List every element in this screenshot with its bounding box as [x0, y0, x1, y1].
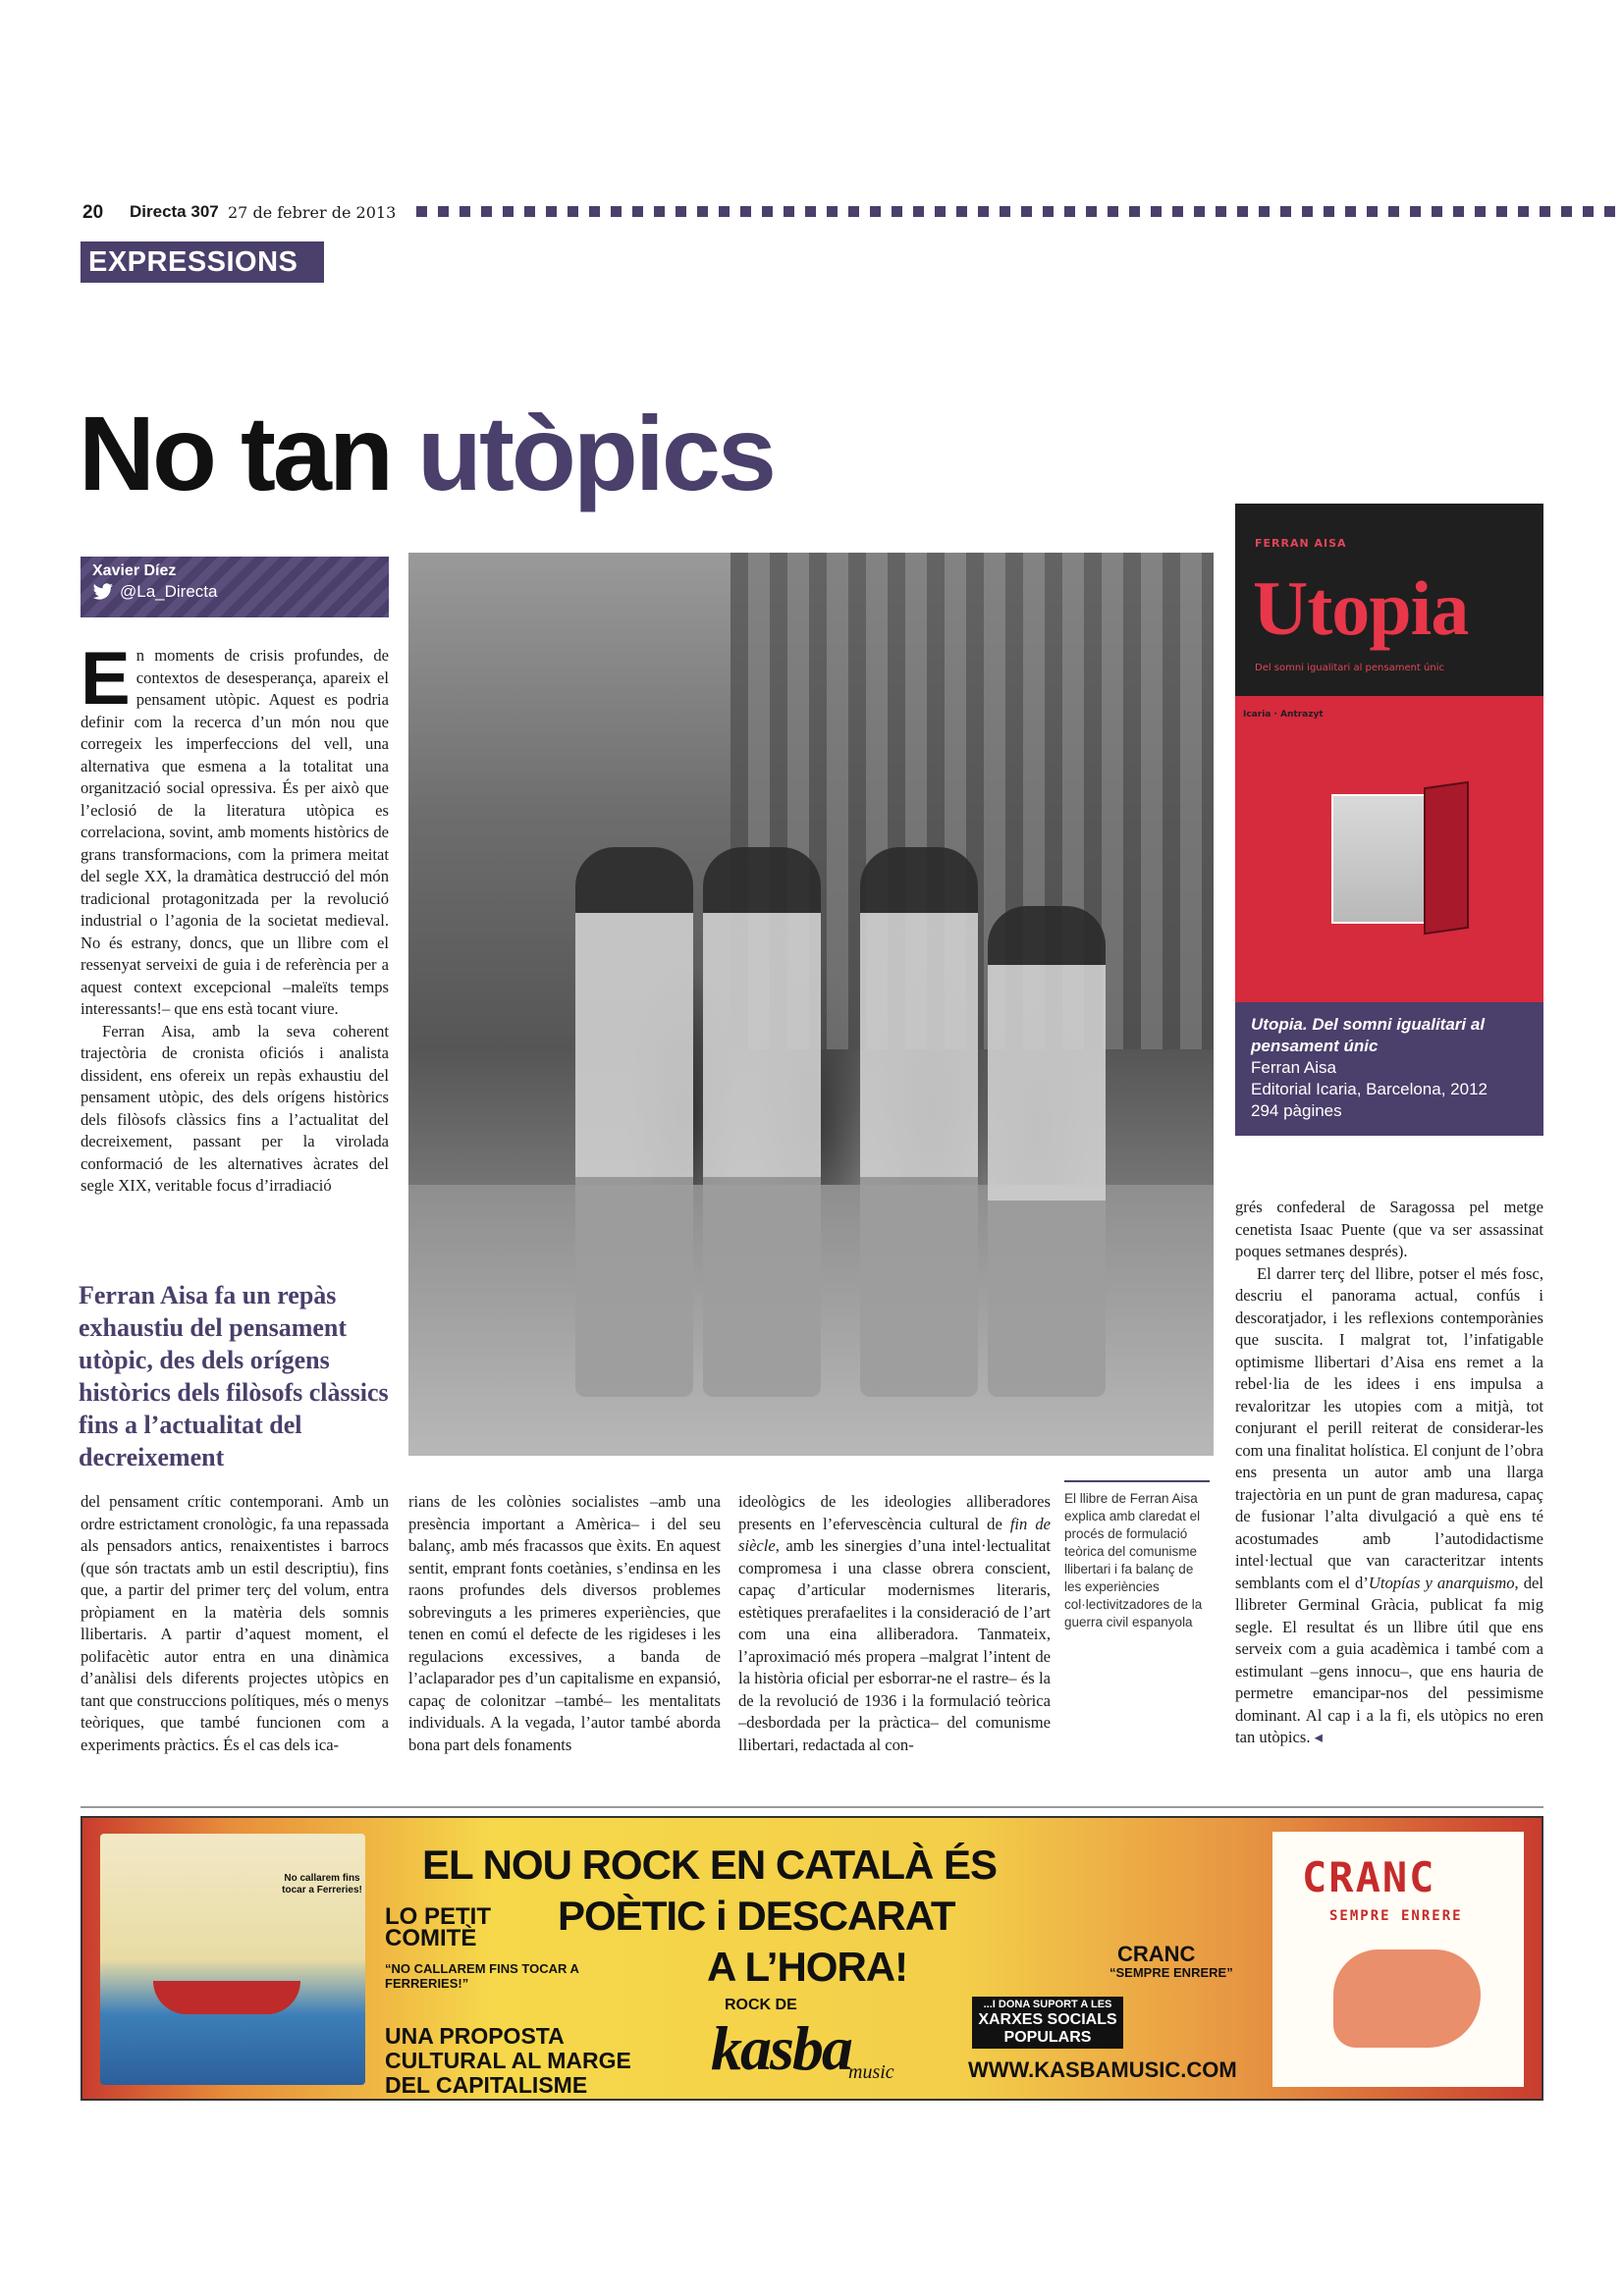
door-leaf-illustration: [1424, 781, 1469, 934]
twitter-icon: [92, 583, 114, 601]
dot-mark: [697, 206, 708, 217]
dot-mark: [1064, 206, 1075, 217]
paragraph-col3: [738, 1491, 1051, 1756]
dot-mark: [1237, 206, 1248, 217]
brand-logo: kasba: [711, 2013, 851, 2083]
headline-part: No tan: [79, 394, 417, 512]
cover-title: Utopia: [1253, 565, 1469, 651]
dot-mark: [719, 206, 730, 217]
dot-mark: [1475, 206, 1486, 217]
dot-mark: [935, 206, 946, 217]
dot-mark: [1086, 206, 1097, 217]
dot-mark: [524, 206, 535, 217]
dot-mark: [1604, 206, 1615, 217]
dot-mark: [1000, 206, 1010, 217]
paragraph-col2: rians de les colònies socialistes –amb una presència important a Amèrica– i del seu balanç, amb més fracassos que èxits. En aquest sentit, emprant fonts coetànies, s’endinsa en les raons profundes dels diversos problemes sobrevinguts a les primeres experiències, que tenen en comú el defecte de les rigideses i les regulacions excessives, a banda de l’aclaparador pes d’un capitalisme en expansió, capaç de colonitzar –també– les mentalitats individuals. A la vegada, l’autor també aborda bona part dels fonaments: [408, 1492, 721, 1754]
article-column-5: [1235, 1197, 1543, 1749]
byline: [81, 557, 389, 617]
band-tagline-right: “SEMPRE ENRERE”: [1109, 1965, 1233, 1980]
album-art-right: [1272, 1832, 1524, 2087]
ad-headline-line3: A L’HORA!: [707, 1944, 908, 1990]
paragraph-continued: del pensament crític contemporani. Amb un ordre estrictament cronològic, fa una repassada als pensadors antics, renaixentistes i barrocs (que són tractats amb un estil descriptiu), fins que, a partir del primer terç del volum, entra pròpiament en la matèria dels somnis llibertaris. A partir d’aquest moment, el polifacètic autor entra en una dinàmica d’anàlisi dels diferents projectes utòpics en tant que construccions polítiques, més o menys teòriques, que també funcionen com a experiments pràctics. És el cas dels ica-: [81, 1492, 389, 1754]
article-column-1-continued: [81, 1491, 389, 1756]
dot-mark: [1172, 206, 1183, 217]
support-top: ...I DONA SUPORT A LES: [983, 1999, 1112, 2010]
book-author: Ferran Aisa: [1251, 1058, 1336, 1077]
album-art-left: [100, 1834, 365, 2085]
divider: [81, 1806, 1543, 1808]
album-text: No callarem fins tocar a Ferreries!: [282, 1873, 362, 1896]
italic-title: Utopías y anarquismo: [1368, 1573, 1515, 1592]
dot-mark: [1108, 206, 1118, 217]
author-handle-row[interactable]: [92, 582, 377, 602]
cranc-subtitle: SEMPRE ENRERE: [1329, 1908, 1463, 1924]
photo-figure: [703, 847, 821, 1397]
book-cover: [1235, 504, 1543, 1002]
dot-mark: [546, 206, 557, 217]
dot-mark: [892, 206, 902, 217]
dot-mark: [1345, 206, 1356, 217]
text-run: El darrer terç del llibre, potser el més fosc, descriu el panorama actual, confús i descoratjador, i les reflexions contemporànies que suscita. I malgrat tot, l’infatigable optimisme llibertari d’Aisa ens remet a la rebel·lia de les idees i ens impulsa a revaloritzar les utopies com a mitjà, tot conjurant el perill reiterat de considerar-les com una finalitat holística. El conjunt de l’obra ens presenta un autor amb una llarga trajectòria en un punt de gran maduresa, capaç de fusionar l’alta divulgació a què ens té acostumades amb l’autodidactisme intel·lectual que van caracteritzar intents semblants com el d’: [1235, 1263, 1543, 1592]
photo-figure: [575, 847, 693, 1397]
brand-sub: music: [848, 2061, 894, 2083]
dot-mark: [611, 206, 622, 217]
cover-publisher: Icaria · Antrazyt: [1243, 710, 1324, 720]
paragraph-col5-2: [1235, 1263, 1543, 1749]
dot-mark: [1151, 206, 1162, 217]
dot-mark: [632, 206, 643, 217]
photo-caption: El llibre de Ferran Aisa explica amb claredat el procés de formulació teòrica del comunisme llibertari i fa balanç de les experiències col·lectivitzadores de la guerra civil espanyola: [1064, 1491, 1203, 1629]
dot-mark: [1259, 206, 1270, 217]
ad-proposal: UNA PROPOSTA CULTURAL AL MARGE DEL CAPITALISME: [385, 2023, 631, 2098]
dot-mark: [827, 206, 838, 217]
dot-mark: [848, 206, 859, 217]
paragraph-col5-1: grés confederal de Saragossa pel metge cenetista Isaac Puente (que va ser assassinat poques setmanes després).: [1235, 1198, 1543, 1260]
headline-accent: utòpics: [416, 394, 774, 512]
dot-mark: [913, 206, 924, 217]
text-run: ideològics de les ideologies alliberadores presents en l’efervescència cultural de: [738, 1492, 1051, 1533]
dot-mark: [1043, 206, 1054, 217]
dot-mark: [762, 206, 773, 217]
dot-mark: [1129, 206, 1140, 217]
dot-mark: [740, 206, 751, 217]
dot-mark: [1540, 206, 1550, 217]
cover-subtitle: Del somni igualitari al pensament únic: [1255, 663, 1444, 673]
dot-mark: [1367, 206, 1378, 217]
italic-term: fin de siècle: [738, 1514, 1051, 1555]
dot-mark: [978, 206, 989, 217]
headline: [79, 394, 774, 512]
door-illustration: [1331, 794, 1426, 924]
paragraph-1: [81, 637, 389, 1021]
dot-mark: [1388, 206, 1399, 217]
dot-mark: [1302, 206, 1313, 217]
drop-cap: E: [81, 637, 131, 721]
dot-mark: [1410, 206, 1421, 217]
book-title: Utopia. Del somni igualitari al pensament únic: [1251, 1015, 1486, 1055]
dot-mark: [568, 206, 578, 217]
photo-figure: [860, 847, 978, 1397]
paragraph-1-text: n moments de crisis profundes, de contextos de desesperança, apareix el pensament utòpic. Aquest es podria definir com la recerca d’un món nou que corregeix les imperfeccions del vell, una alternativa que esmena a la totalitat una organització social opressiva. És per això que l’eclosió de la literatura utòpica es correlaciona, sovint, amb moments històrics de grans transformacions, com la primera meitat del segle XX, la dramàtica destrucció del món tradicional protagonitzada per la revolució industrial o l’agonia de la societat medieval. No és estrany, doncs, que un llibre com el ressenyat serveixi de guia i de referència per a aquest context excepcional –maleïts temps interessants!– que ens està tocant viure.: [81, 646, 389, 1018]
pull-quote: Ferran Aisa fa un repàs exhaustiu del pensament utòpic, des dels orígens històrics dels filòsofs clàssics fins a l’actualitat del decreixement: [79, 1281, 389, 1471]
advertisement-banner[interactable]: [81, 1816, 1543, 2101]
dot-mark: [1518, 206, 1529, 217]
support-badge: [972, 1997, 1123, 2049]
dot-mark: [1561, 206, 1572, 217]
dot-mark: [1216, 206, 1226, 217]
cranc-logo: CRANC: [1302, 1853, 1436, 1901]
rock-de-label: ROCK DE: [725, 1997, 797, 2013]
dot-mark: [956, 206, 967, 217]
page-number: 20: [82, 202, 104, 223]
dotted-rule: [416, 206, 1623, 218]
dot-mark: [805, 206, 816, 217]
ad-headline-line1: EL NOU ROCK EN CATALÀ ÉS: [422, 1842, 998, 1888]
band-name-right: CRANC: [1117, 1942, 1196, 1966]
dot-mark: [1432, 206, 1442, 217]
article-column-1: [81, 637, 389, 1198]
dot-mark: [481, 206, 492, 217]
article-column-2: [408, 1491, 721, 1756]
article-column-3: [738, 1491, 1051, 1756]
dot-mark: [784, 206, 794, 217]
article-photo: [408, 553, 1214, 1456]
cover-author: FERRAN AISA: [1255, 537, 1347, 550]
book-pages: 294 pàgines: [1251, 1101, 1342, 1120]
dot-mark: [1453, 206, 1464, 217]
author-name: Xavier Díez: [92, 562, 177, 579]
book-info-box: [1235, 1002, 1543, 1136]
dot-mark: [1324, 206, 1334, 217]
dot-mark: [676, 206, 686, 217]
dot-mark: [870, 206, 881, 217]
section-label: EXPRESSIONS: [81, 241, 324, 283]
caption-rule: [1064, 1480, 1210, 1482]
end-mark: ◂: [1314, 1728, 1324, 1746]
dot-mark: [1194, 206, 1205, 217]
crab-claw-illustration: [1333, 1949, 1481, 2048]
photo-figure: [988, 906, 1106, 1397]
band-name-left: LO PETIT COMITÈ: [385, 1903, 491, 1951]
dot-mark: [1583, 206, 1594, 217]
ad-headline-line2: POÈTIC i DESCARAT: [558, 1893, 955, 1939]
dot-mark: [438, 206, 449, 217]
text-run: , del llibreter Germinal Gràcia, publicat fa mig segle. El resultat és un llibre útil que ens serveix com a guia acadèmica i també com a estimulant –gens innocu–, que ens hauria de permetre emancipar-nos del pessimisme dominant. Al cap i a la fi, els utòpics no eren tan utòpics.: [1235, 1573, 1543, 1746]
text-run: , amb les sinergies d’una intel·lectualitat compromesa i una classe obrera conscient, capaç d’articular modernismes literaris, estètiques prerafaelites i la consideració de l’art com una eina alliberadora. Tanmateix, l’aproximació més propera –malgrat l’intent de la història oficial per esborrar-ne el rastre– és la de la revolució de 1936 i la formulació teòrica –desbordada per la pràctica– del comunisme llibertari, redactada al con-: [738, 1536, 1051, 1754]
author-handle: @La_Directa: [120, 582, 218, 601]
ad-website-link[interactable]: WWW.KASBAMUSIC.COM: [968, 2057, 1237, 2082]
dot-mark: [1280, 206, 1291, 217]
dot-mark: [654, 206, 665, 217]
support-text: XARXES SOCIALS POPULARS: [978, 2011, 1117, 2046]
dot-mark: [1496, 206, 1507, 217]
issue-date: 27 de febrer de 2013: [228, 203, 397, 222]
dot-mark: [503, 206, 514, 217]
dot-mark: [416, 206, 427, 217]
band-tagline-left: “NO CALLAREM FINS TOCAR A FERRERIES!”: [385, 1961, 579, 1991]
dot-mark: [1021, 206, 1032, 217]
dot-mark: [589, 206, 600, 217]
boat-illustration: [153, 1981, 300, 2014]
publication-name: Directa 307: [130, 202, 219, 221]
paragraph-2: Ferran Aisa, amb la seva coherent trajectòria de cronista oficiós i analista dissident, ens ofereix un repàs exhaustiu del pensament utòpic, des dels orígens històrics dels filòsofs clàssics fins a l’actualitat del decreixement, passant per la virolada conformació de les alternatives àcrates del segle XIX, veritable focus d’irradiació: [81, 1021, 389, 1195]
book-publisher: Editorial Icaria, Barcelona, 2012: [1251, 1080, 1488, 1098]
dot-mark: [460, 206, 470, 217]
